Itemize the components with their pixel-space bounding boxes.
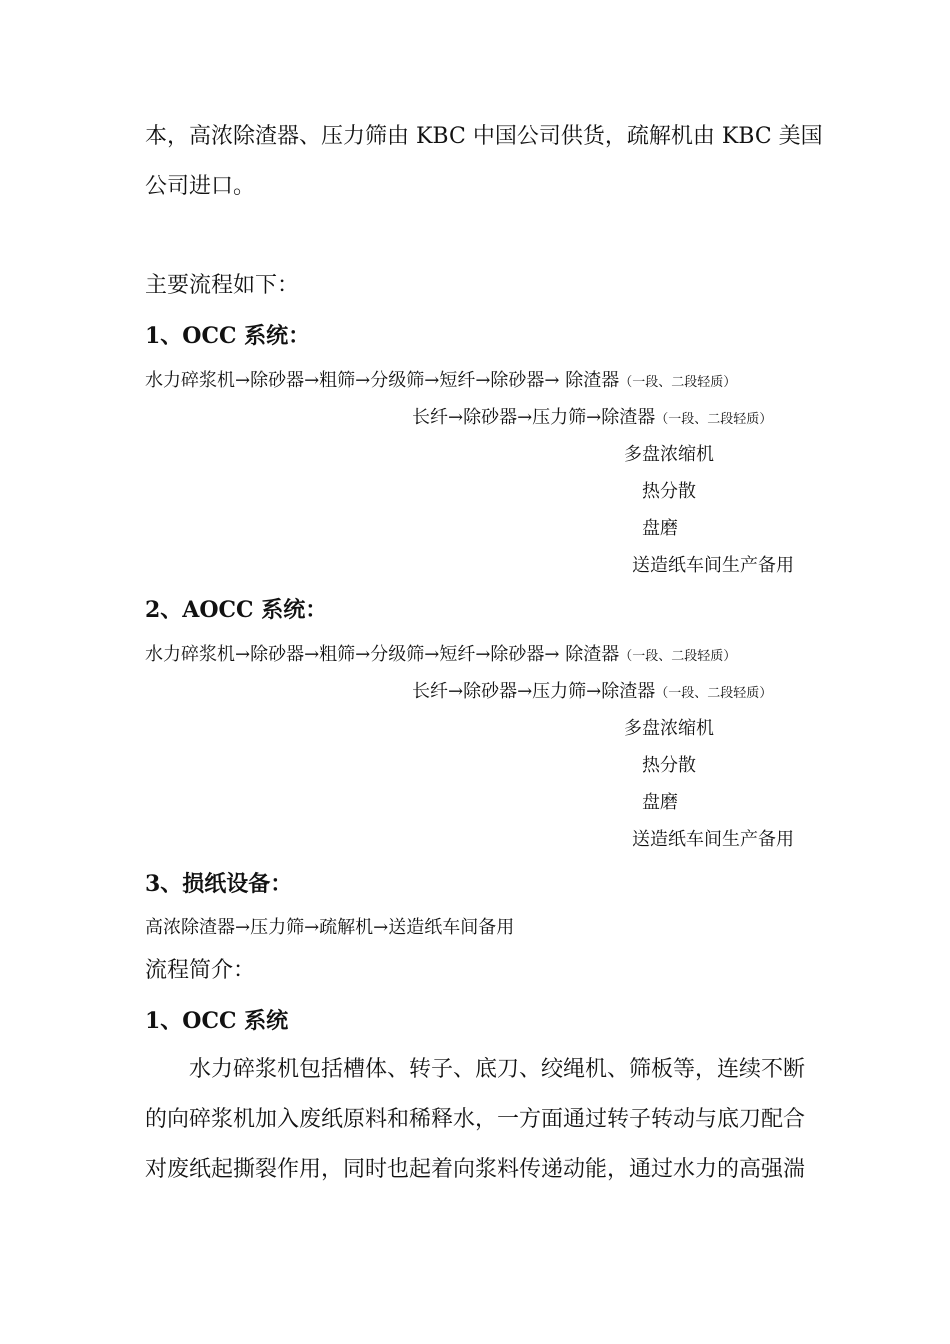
occ-flow-row-1-main: 水力碎浆机→除砂器→粗筛→分级筛→短纤→除砂器→ 除渣器	[145, 370, 620, 391]
occ-step-disperser: 热分散	[642, 481, 696, 502]
intro-line-2: 的向碎浆机加入废纸原料和稀释水，一方面通过转子转动与底刀配合	[145, 1107, 806, 1132]
intro-subheading: 1、OCC 系统	[145, 1008, 289, 1034]
aocc-flow-row-2-note: （一段、二段轻质）	[655, 686, 773, 701]
main-flow-intro: 主要流程如下：	[145, 273, 300, 298]
aocc-step-disperser: 热分散	[642, 755, 696, 776]
broke-heading: 3、损纸设备：	[145, 871, 293, 897]
occ-flow-row-1	[145, 372, 736, 390]
broke-flow: 高浓除渣器→压力筛→疏解机→送造纸车间备用	[145, 917, 515, 938]
occ-flow-row-2-main: 长纤→除砂器→压力筛→除渣器	[412, 407, 656, 428]
aocc-flow-row-2-main: 长纤→除砂器→压力筛→除渣器	[412, 681, 656, 702]
aocc-heading: 2、AOCC 系统：	[145, 597, 328, 623]
occ-flow-row-1-note: （一段、二段轻质）	[619, 375, 737, 390]
aocc-flow-row-1	[145, 646, 736, 664]
intro-line-3: 对废纸起撕裂作用，同时也起着向浆料传递动能，通过水力的高强湍	[145, 1157, 806, 1182]
paragraph-line-2: 公司进口。	[145, 174, 256, 199]
aocc-flow-row-2	[412, 683, 772, 701]
occ-flow-row-2-note: （一段、二段轻质）	[655, 412, 773, 427]
occ-heading: 1、OCC 系统：	[145, 323, 311, 349]
aocc-step-thickener: 多盘浓缩机	[624, 718, 714, 739]
aocc-step-send: 送造纸车间生产备用	[632, 829, 794, 850]
occ-step-thickener: 多盘浓缩机	[624, 444, 714, 465]
aocc-flow-row-1-note: （一段、二段轻质）	[619, 649, 737, 664]
intro-heading: 流程简介：	[145, 958, 256, 983]
aocc-step-refiner: 盘磨	[642, 792, 678, 813]
aocc-flow-row-1-main: 水力碎浆机→除砂器→粗筛→分级筛→短纤→除砂器→ 除渣器	[145, 644, 620, 665]
paragraph-line-1: 本，高浓除渣器、压力筛由 KBC 中国公司供货，疏解机由 KBC 美国	[145, 124, 823, 149]
intro-line-1: 水力碎浆机包括槽体、转子、底刀、绞绳机、筛板等，连续不断	[189, 1057, 806, 1082]
occ-step-send: 送造纸车间生产备用	[632, 555, 794, 576]
occ-flow-row-2	[412, 409, 772, 427]
occ-step-refiner: 盘磨	[642, 518, 678, 539]
